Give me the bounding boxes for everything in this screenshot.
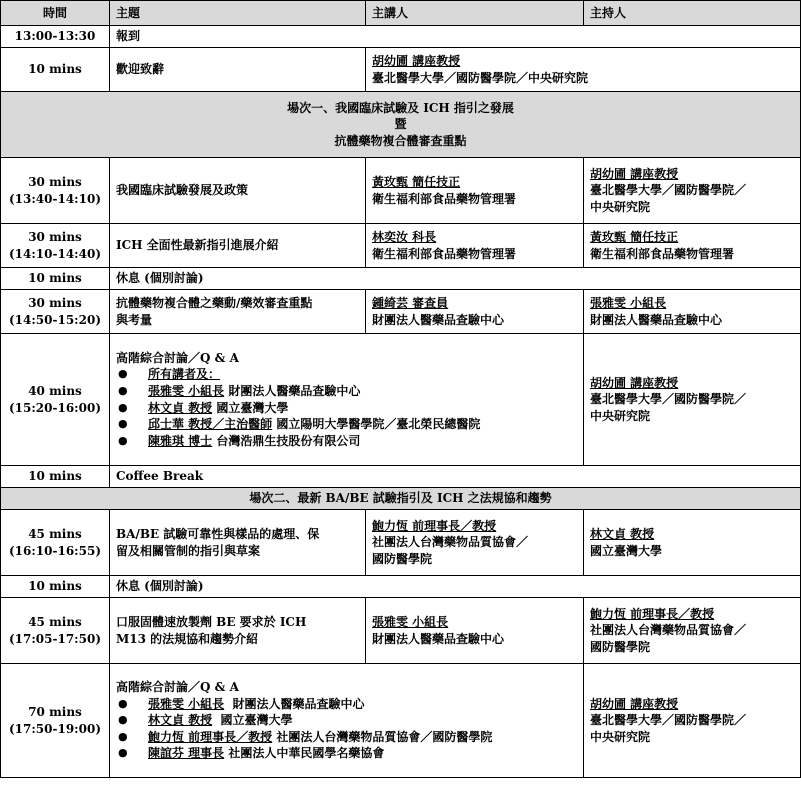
row-speaker — [366, 158, 584, 224]
row-time — [1, 224, 110, 268]
agenda-row-babe-guidelines — [1, 510, 801, 576]
header-topic: 主題 — [110, 1, 366, 26]
host-name: 胡幼圃 講座教授 — [590, 166, 679, 181]
panelist-org: 國立臺灣大學 — [216, 400, 289, 415]
row-host — [584, 598, 801, 664]
welcome-topic: 歡迎致辭 — [110, 48, 366, 92]
header-time: 時間 — [1, 1, 110, 26]
host-org: 社團法人台灣藥物品質協會／ — [590, 623, 747, 638]
panelist-name: 陳雅琪 博士 — [148, 433, 213, 448]
topic-line: 與考量 — [116, 312, 153, 327]
break-label: 休息 (個別討論) — [110, 576, 801, 598]
time-range: (13:40-14:10) — [9, 191, 101, 206]
host-org: 財團法人醫藥品查驗中心 — [590, 312, 723, 327]
row-host — [584, 664, 801, 778]
row-time — [1, 158, 110, 224]
registration-topic: 報到 — [110, 26, 801, 48]
panelist-list — [116, 366, 577, 449]
row-speaker — [366, 224, 584, 268]
host-name: 黃玫甄 簡任技正 — [590, 229, 679, 244]
host-org: 中央研究院 — [590, 199, 651, 214]
panelist-name: 張雅雯 小組長 — [148, 383, 225, 398]
panelist-org: 國立臺灣大學 — [220, 713, 293, 728]
topic-line: BA/BE 試驗可靠性與樣品的處理、保 — [116, 526, 320, 541]
host-name: 張雅雯 小組長 — [590, 295, 667, 310]
host-org: 臺北醫學大學／國防醫學院／ — [590, 392, 747, 407]
row-host — [584, 290, 801, 334]
session-one-line2: 暨 — [394, 117, 407, 132]
time-range: (14:10-14:40) — [9, 246, 101, 261]
panelist-org: 財團法人醫藥品查驗中心 — [228, 383, 361, 398]
session-one-line1: 場次一、我國臨床試驗及 ICH 指引之發展 — [287, 100, 514, 115]
speaker-org: 臺北醫學大學／國防醫學院／中央研究院 — [372, 70, 589, 85]
speaker-org: 財團法人醫藥品查驗中心 — [372, 631, 505, 646]
panel-title: 高階綜合討論／Q & A — [116, 680, 239, 695]
row-time — [1, 598, 110, 664]
speaker-name: 林奕汝 科長 — [372, 229, 437, 244]
panelist-name: 林文貞 教授 — [148, 713, 213, 728]
speaker-org: 社團法人台灣藥物品質協會／ — [372, 535, 529, 550]
session-one-line3: 抗體藥物複合體審查重點 — [334, 133, 467, 148]
host-name: 鮑力恆 前理事長／教授 — [590, 606, 715, 621]
row-host — [584, 334, 801, 466]
duration: 30 mins — [28, 229, 82, 244]
panelist-name: 陳誼芬 理事長 — [148, 746, 225, 761]
agenda-row-panel-two — [1, 664, 801, 778]
agenda-row-adc-review — [1, 290, 801, 334]
host-name: 胡幼圃 講座教授 — [590, 696, 679, 711]
time-range: (15:20-16:00) — [9, 400, 101, 415]
session-two-title: 場次二、最新 BA/BE 試驗指引及 ICH 之法規協和趨勢 — [1, 488, 801, 510]
row-host — [584, 510, 801, 576]
list-item — [116, 433, 577, 450]
row-topic — [110, 290, 366, 334]
coffee-label: Coffee Break — [110, 466, 801, 488]
header-speaker: 主講人 — [366, 1, 584, 26]
list-item — [116, 745, 577, 762]
break-row — [1, 268, 801, 290]
speaker-org: 衛生福利部食品藥物管理署 — [372, 246, 517, 261]
session-one-header — [1, 92, 801, 158]
host-org: 中央研究院 — [590, 408, 651, 423]
time-range: (17:50-19:00) — [9, 721, 101, 736]
topic-line: 口服固體速放製劑 BE 要求於 ICH — [116, 614, 307, 629]
panelist-name: 林文貞 教授 — [148, 400, 213, 415]
host-org: 臺北醫學大學／國防醫學院／ — [590, 713, 747, 728]
agenda-row-ich-guidelines — [1, 224, 801, 268]
speaker-org: 衛生福利部食品藥物管理署 — [372, 191, 517, 206]
speaker-name: 鮑力恆 前理事長／教授 — [372, 518, 497, 533]
welcome-time: 10 mins — [1, 48, 110, 92]
registration-time: 13:00-13:30 — [1, 26, 110, 48]
agenda-row-clinical-trial-policy — [1, 158, 801, 224]
time-range: (14:50-15:20) — [9, 312, 101, 327]
row-speaker — [366, 598, 584, 664]
row-speaker — [366, 290, 584, 334]
panelist-org: 社團法人台灣藥物品質協會／國防醫學院 — [276, 729, 493, 744]
panelist-name: 所有講者及： — [148, 367, 221, 382]
host-org: 國立臺灣大學 — [590, 543, 663, 558]
row-time — [1, 290, 110, 334]
row-host — [584, 224, 801, 268]
agenda-row-panel-one — [1, 334, 801, 466]
welcome-speaker — [366, 48, 801, 92]
speaker-org: 財團法人醫藥品查驗中心 — [372, 312, 505, 327]
row-topic: 我國臨床試驗發展及政策 — [110, 158, 366, 224]
time-range: (17:05-17:50) — [9, 631, 101, 646]
row-topic: ICH 全面性最新指引進展介紹 — [110, 224, 366, 268]
host-org: 國防醫學院 — [590, 639, 651, 654]
row-time — [1, 334, 110, 466]
panelist-org: 財團法人醫藥品查驗中心 — [232, 696, 365, 711]
row-time — [1, 510, 110, 576]
list-item — [116, 400, 577, 417]
break-row — [1, 576, 801, 598]
panel-title: 高階綜合討論／Q & A — [116, 350, 239, 365]
break-time: 10 mins — [1, 268, 110, 290]
agenda-row-m13 — [1, 598, 801, 664]
registration-row — [1, 26, 801, 48]
speaker-name: 鍾綺芸 審查員 — [372, 295, 449, 310]
list-item — [116, 696, 577, 713]
coffee-time: 10 mins — [1, 466, 110, 488]
host-org: 衛生福利部食品藥物管理署 — [590, 246, 735, 261]
list-item — [116, 729, 577, 746]
duration: 45 mins — [28, 614, 82, 629]
speaker-name: 胡幼圃 講座教授 — [372, 53, 461, 68]
list-item — [116, 383, 577, 400]
session-two-header — [1, 488, 801, 510]
duration: 70 mins — [28, 704, 82, 719]
panel-topic — [110, 334, 584, 466]
row-speaker — [366, 510, 584, 576]
duration: 30 mins — [28, 174, 82, 189]
break-time: 10 mins — [1, 576, 110, 598]
speaker-name: 張雅雯 小組長 — [372, 614, 449, 629]
session-one-title — [1, 92, 801, 158]
speaker-org: 國防醫學院 — [372, 551, 433, 566]
panel-topic — [110, 664, 584, 778]
time-range: (16:10-16:55) — [9, 543, 101, 558]
host-org: 臺北醫學大學／國防醫學院／ — [590, 183, 747, 198]
row-topic — [110, 510, 366, 576]
host-name: 林文貞 教授 — [590, 526, 655, 541]
panelist-org: 台灣浩鼎生技股份有限公司 — [216, 433, 361, 448]
duration: 45 mins — [28, 526, 82, 541]
topic-line: M13 的法規協和趨勢介紹 — [116, 631, 259, 646]
panelist-org: 社團法人中華民國學名藥協會 — [228, 746, 385, 761]
panelist-org: 國立陽明大學醫學院／臺北榮民總醫院 — [276, 417, 481, 432]
row-topic — [110, 598, 366, 664]
host-org: 中央研究院 — [590, 729, 651, 744]
header-host: 主持人 — [584, 1, 801, 26]
duration: 40 mins — [28, 383, 82, 398]
header-row — [1, 1, 801, 26]
duration: 30 mins — [28, 295, 82, 310]
list-item — [116, 366, 577, 383]
coffee-break-row — [1, 466, 801, 488]
panelist-list — [116, 696, 577, 762]
panelist-name: 鮑力恆 前理事長／教授 — [148, 729, 273, 744]
topic-line: 留及相關管制的指引與草案 — [116, 543, 261, 558]
panelist-name: 張雅雯 小組長 — [148, 696, 225, 711]
row-host — [584, 158, 801, 224]
list-item — [116, 416, 577, 433]
host-name: 胡幼圃 講座教授 — [590, 375, 679, 390]
panelist-name: 邱士華 教授／主治醫師 — [148, 417, 273, 432]
topic-line: 抗體藥物複合體之藥動/藥效審查重點 — [116, 295, 313, 310]
row-time — [1, 664, 110, 778]
break-label: 休息 (個別討論) — [110, 268, 801, 290]
welcome-row — [1, 48, 801, 92]
list-item — [116, 712, 577, 729]
speaker-name: 黃玫甄 簡任技正 — [372, 174, 461, 189]
